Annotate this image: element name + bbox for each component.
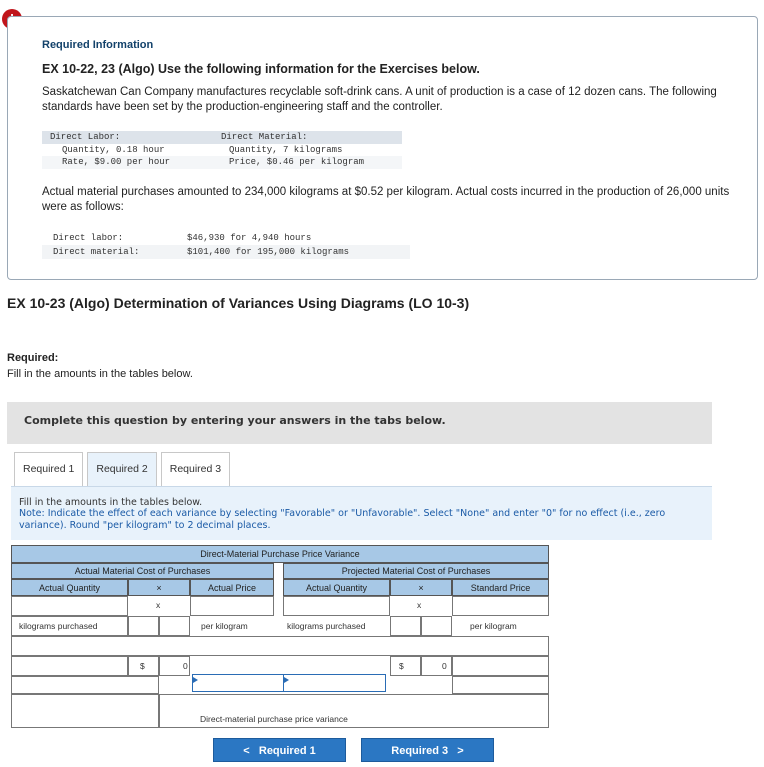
labor-quantity: Quantity, 0.18 hour [62,145,165,155]
total-cell [390,656,421,676]
dollar-sign-right: $ [399,661,404,671]
kg-purchased-label-right: kilograms purchased [287,621,366,631]
cost-label: Direct material: [53,247,140,257]
tab-required-1[interactable]: Required 1 [14,452,83,487]
spacer-cell [128,616,159,636]
intro-text: Saskatchewan Can Company manufactures recyclable soft-drink cans. A unit of production is a case of 12 dozen cans. The following standards have been set by the production-engineering staff and the controller. [42,86,717,113]
per-kg-label-right: per kilogram [470,621,517,631]
question-title: EX 10-23 (Algo) Determination of Variances Using Diagrams (LO 10-3) [7,295,470,311]
times-header: × [128,579,190,596]
next-button[interactable] [361,738,494,762]
projected-cost-header: Projected Material Cost of Purchases [283,563,549,579]
dollar-sign-left: $ [140,661,145,671]
material-header: Direct Material: [221,132,308,142]
actual-quantity-header-right: Actual Quantity [283,579,390,596]
total-cell [11,656,128,676]
times-header-right: × [390,579,452,596]
variance-label: Direct-material purchase price variance [200,714,348,724]
spacer-cell [159,616,190,636]
actual-purchases-text: Actual material purchases amounted to 234,000 kilograms at $0.52 per kilogram. Actual costs incurred in the production of 26,000 units were as follows: [42,186,730,213]
actual-cost-header: Actual Material Cost of Purchases [11,563,274,579]
instructions-note: Note: Indicate the effect of each variance by selecting "Favorable" or "Unfavorable". Select "None" and enter "0" for no effect (i.e., zero variance). Round "per kilogram" to 2 decimal places. [19,508,666,531]
prev-button-label: Required 1 [258,745,316,757]
projected-quantity-input[interactable] [283,596,390,616]
chevron-left-icon: < [243,745,250,757]
cost-value: $101,400 for 195,000 kilograms [187,247,350,257]
actual-total-value: 0 [183,661,188,671]
total-cell [421,656,452,676]
chevron-right-icon: > [457,745,464,757]
actual-price-header: Actual Price [190,579,274,596]
material-price: Price, $0.46 per kilogram [229,157,365,167]
required-label: Required: [7,352,59,364]
times-sign-right: x [417,600,422,610]
required-information-panel [7,16,758,280]
per-kg-label: per kilogram [201,621,248,631]
blank-cell [11,676,159,694]
variance-effect-select[interactable] [283,674,386,692]
labor-header: Direct Labor: [50,132,121,142]
actual-costs-table [42,231,410,259]
tab-bar [14,452,234,487]
complete-question-bar [7,402,712,444]
grid-title: Direct-Material Purchase Price Variance [11,545,549,563]
actual-quantity-input[interactable] [11,596,128,616]
blank-cell [11,694,159,728]
times-sign: x [156,600,161,610]
actual-quantity-header: Actual Quantity [11,579,128,596]
blank-cell [452,676,549,694]
standards-table [42,131,402,169]
cost-value: $46,930 for 4,940 hours [187,233,312,243]
standard-price-input[interactable] [452,596,549,616]
spacer-cell [390,616,421,636]
prev-button[interactable] [213,738,346,762]
variance-grid [11,545,549,728]
tab-required-2[interactable]: Required 2 [87,452,156,487]
instructions-line: Fill in the amounts in the tables below. [19,497,203,508]
tab-required-3[interactable]: Required 3 [161,452,230,487]
material-quantity: Quantity, 7 kilograms [229,145,343,155]
kg-purchased-label: kilograms purchased [19,621,98,631]
labor-rate: Rate, $9.00 per hour [62,157,171,167]
required-information-title: Required Information [42,39,154,51]
blank-row [11,636,549,656]
complete-question-text: Complete this question by entering your answers in the tabs below. [24,414,446,427]
standard-price-header: Standard Price [452,579,549,596]
spacer-cell [421,616,452,636]
actual-price-input[interactable] [190,596,274,616]
required-text: Fill in the amounts in the tables below. [7,368,193,380]
instructions-box [11,486,712,540]
projected-total-value: 0 [442,661,447,671]
next-button-label: Required 3 [391,745,449,757]
cost-label: Direct labor: [53,233,124,243]
variance-amount-input[interactable] [192,674,285,692]
exercise-title: EX 10-22, 23 (Algo) Use the following information for the Exercises below. [42,62,480,76]
total-cell [452,656,549,676]
